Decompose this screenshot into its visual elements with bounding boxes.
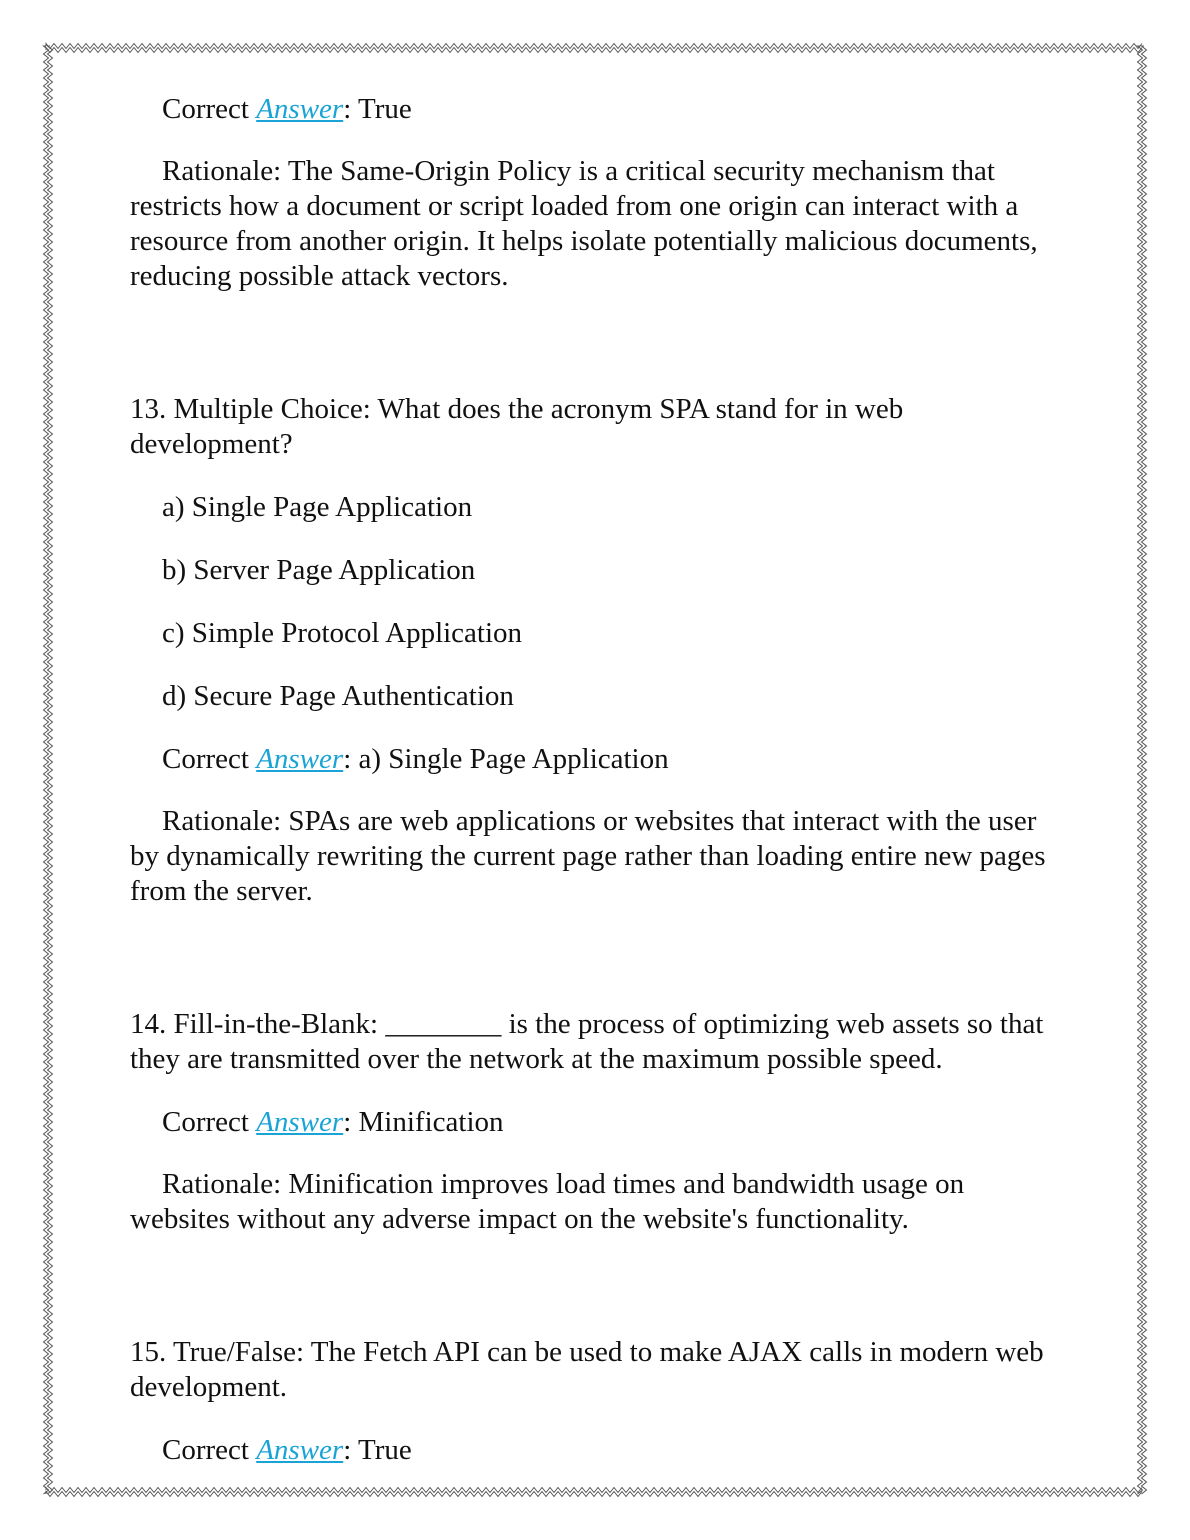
rationale-13: Rationale: SPAs are web applications or websites that interact with the user by dynamically rewriting the current page rather than loading entire new pages from the server. — [130, 805, 1046, 907]
answer-link[interactable]: Answer — [256, 743, 344, 775]
question-13: 13. Multiple Choice: What does the acronym SPA stand for in web development? — [130, 393, 904, 460]
correct-answer-15: Correct Answer: True — [162, 1434, 412, 1466]
option-13-c: c) Simple Protocol Application — [162, 617, 523, 649]
answer-link[interactable]: Answer — [256, 1106, 344, 1138]
document-body — [130, 92, 1065, 1468]
option-13-a: a) Single Page Application — [162, 491, 473, 523]
answer-link[interactable]: Answer — [256, 1434, 344, 1466]
correct-answer-13: Correct Answer: a) Single Page Application — [162, 743, 669, 775]
question-15: 15. True/False: The Fetch API can be used to make AJAX calls in modern web development. — [130, 1336, 1044, 1403]
option-13-b: b) Server Page Application — [162, 554, 476, 586]
option-13-d: d) Secure Page Authentication — [162, 680, 514, 712]
rationale-12: Rationale: The Same-Origin Policy is a critical security mechanism that restricts how a document or script loaded from one origin can interact with a resource from another origin. It helps isolate potentially malicious documents, reducing possible attack vectors. — [130, 155, 1038, 292]
rationale-14: Rationale: Minification improves load times and bandwidth usage on websites without any adverse impact on the website's functionality. — [130, 1168, 965, 1235]
correct-answer-14: Correct Answer: Minification — [162, 1106, 504, 1138]
answer-link[interactable]: Answer — [256, 93, 344, 125]
correct-answer-12: Correct Answer: True — [162, 93, 412, 125]
question-14: 14. Fill-in-the-Blank: ________ is the process of optimizing web assets so that they are transmitted over the network at the maximum possible speed. — [130, 1008, 1044, 1075]
